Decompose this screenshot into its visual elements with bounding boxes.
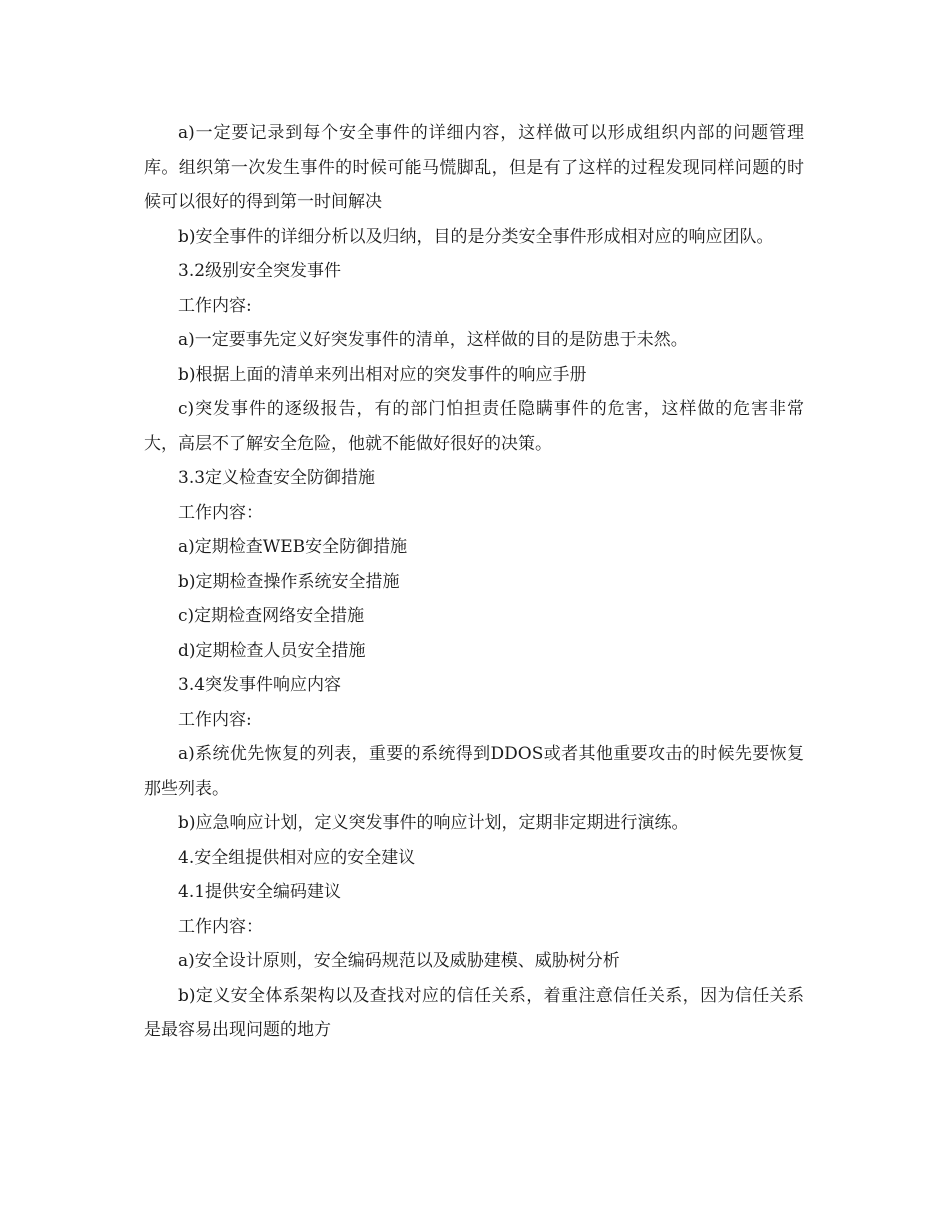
paragraph: 工作内容：: [178, 502, 263, 523]
section-heading: 4.安全组提供相对应的安全建议: [178, 847, 416, 868]
section-heading: 3.3定义检查安全防御措施: [178, 468, 376, 488]
list-item: a)一定要事先定义好突发事件的清单，这样做的目的是防患于未然。: [178, 330, 688, 350]
list-item: b)根据上面的清单来列出相对应的突发事件的响应手册: [178, 364, 587, 385]
list-item: b)定期检查操作系统安全措施: [178, 571, 400, 592]
paragraph: 工作内容:: [178, 295, 252, 316]
section-heading: 3.2级别安全突发事件: [178, 261, 342, 281]
paragraph: a)一定要记录到每个安全事件的详细内容，这样做可以形成组织内部的问题管理库。组织第一次发生事件的时候可能马慌脚乱，但是有了这样的过程发现同样问题的时候可以很好的得到第一时间解决: [144, 123, 804, 212]
list-item: c)定期检查网络安全措施: [178, 606, 365, 626]
paragraph: 工作内容:: [178, 709, 252, 730]
section-heading: 3.4突发事件响应内容: [178, 675, 342, 695]
section-heading: 4.1提供安全编码建议: [178, 882, 342, 902]
paragraph: b)安全事件的详细分析以及归纳，目的是分类安全事件形成相对应的响应团队。: [178, 226, 774, 247]
list-item: a)定期检查WEB安全防御措施: [178, 537, 408, 557]
document-body: [144, 116, 804, 1048]
list-item: c)突发事件的逐级报告，有的部门怕担责任隐瞒事件的危害，这样做的危害非常大，高层不了解安全危险，他就不能做好很好的决策。: [144, 399, 804, 454]
list-item: d)定期检查人员安全措施: [178, 640, 366, 661]
list-item: a)安全设计原则，安全编码规范以及威胁建模、威胁树分析: [178, 951, 620, 971]
paragraph: 工作内容：: [178, 916, 263, 937]
list-item: b)应急响应计划，定义突发事件的响应计划，定期非定期进行演练。: [178, 813, 689, 833]
list-item: b)定义安全体系架构以及查找对应的信任关系，着重注意信任关系，因为信任关系是最容易出现问题的地方: [144, 985, 804, 1040]
list-item: a)系统优先恢复的列表，重要的系统得到DDOS或者其他重要攻击的时候先要恢复那些列表。: [144, 744, 804, 799]
